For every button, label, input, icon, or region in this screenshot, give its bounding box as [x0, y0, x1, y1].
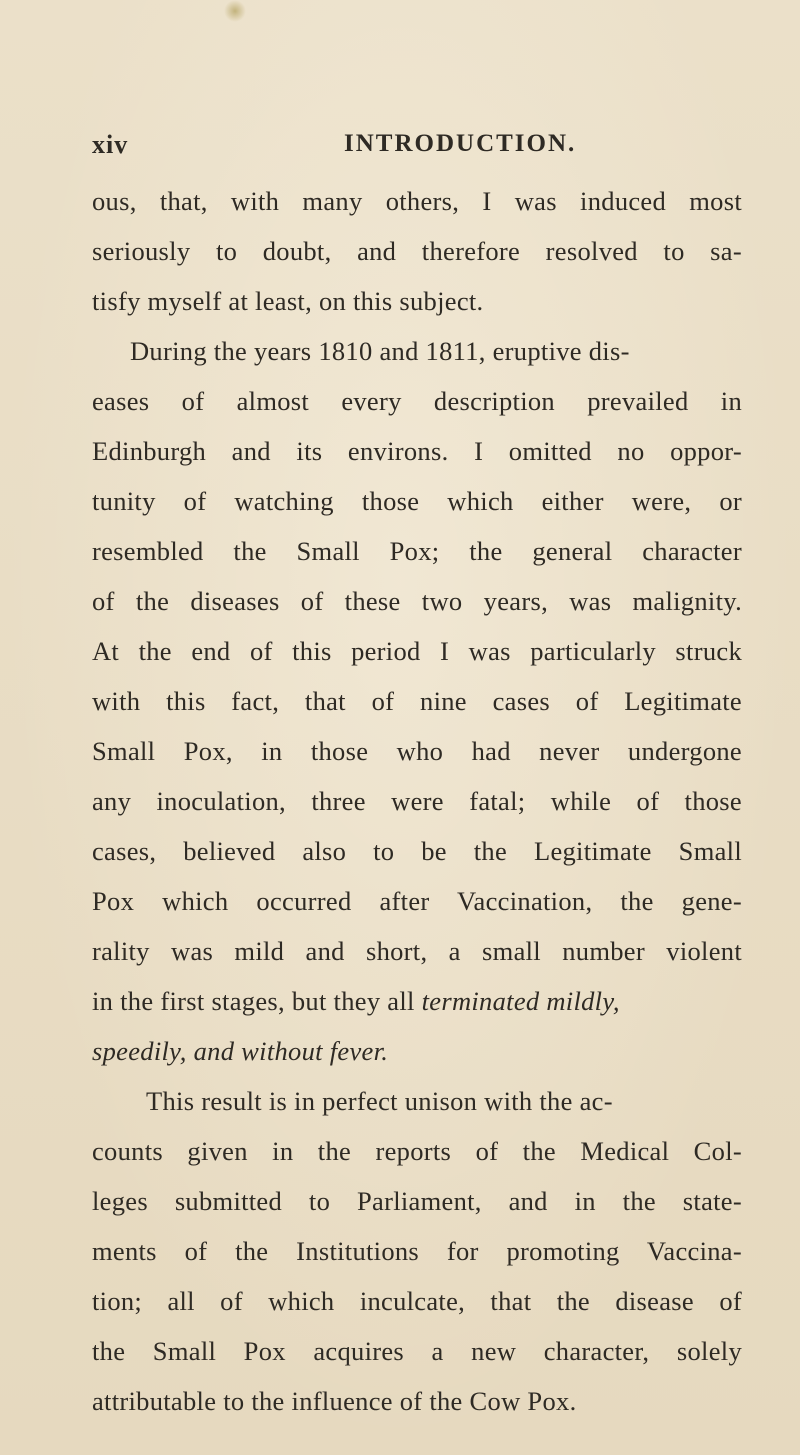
text-line: [92, 976, 800, 1026]
page-number: xiv: [92, 130, 129, 159]
text-line: any inoculation, three were fatal; while of those: [92, 786, 742, 816]
text-line: speedily, and without fever.: [92, 1036, 389, 1066]
text-line: Pox which occurred after Vaccination, the gene-: [92, 886, 742, 916]
body-text: [92, 176, 800, 1426]
text-line: ous, that, with many others, I was induced most: [92, 186, 742, 216]
text-line: eases of almost every description prevailed in: [92, 386, 742, 416]
text-line: resembled the Small Pox; the general character: [92, 536, 742, 566]
page-header: [92, 130, 720, 166]
text-segment: in the first stages, but they all: [92, 986, 415, 1016]
text-line: During the years 1810 and 1811, eruptive dis-: [130, 336, 630, 366]
text-line: This result is in perfect unison with the ac-: [146, 1086, 613, 1116]
text-line: At the end of this period I was particularly struck: [92, 636, 742, 666]
text-line: tisfy myself at least, on this subject.: [92, 286, 484, 316]
text-line: ments of the Institutions for promoting Vaccina-: [92, 1236, 742, 1266]
text-line: Edinburgh and its environs. I omitted no oppor-: [92, 436, 742, 466]
running-head: INTRODUCTION.: [344, 130, 577, 157]
text-line: of the diseases of these two years, was malignity.: [92, 586, 742, 616]
text-line: attributable to the influence of the Cow Pox.: [92, 1386, 577, 1416]
text-line: tion; all of which inculcate, that the disease of: [92, 1286, 742, 1316]
ink-smudge: [224, 0, 246, 22]
text-line: leges submitted to Parliament, and in the state-: [92, 1186, 742, 1216]
text-line: with this fact, that of nine cases of Legitimate: [92, 686, 742, 716]
text-line: tunity of watching those which either were, or: [92, 486, 742, 516]
text-line: seriously to doubt, and therefore resolved to sa-: [92, 236, 742, 266]
italic-text: terminated mildly,: [421, 986, 620, 1016]
text-line: counts given in the reports of the Medical Col-: [92, 1136, 742, 1166]
text-line: the Small Pox acquires a new character, solely: [92, 1336, 742, 1366]
text-line: Small Pox, in those who had never undergone: [92, 736, 742, 766]
text-line: rality was mild and short, a small number violent: [92, 936, 742, 966]
text-line: cases, believed also to be the Legitimate Small: [92, 836, 742, 866]
